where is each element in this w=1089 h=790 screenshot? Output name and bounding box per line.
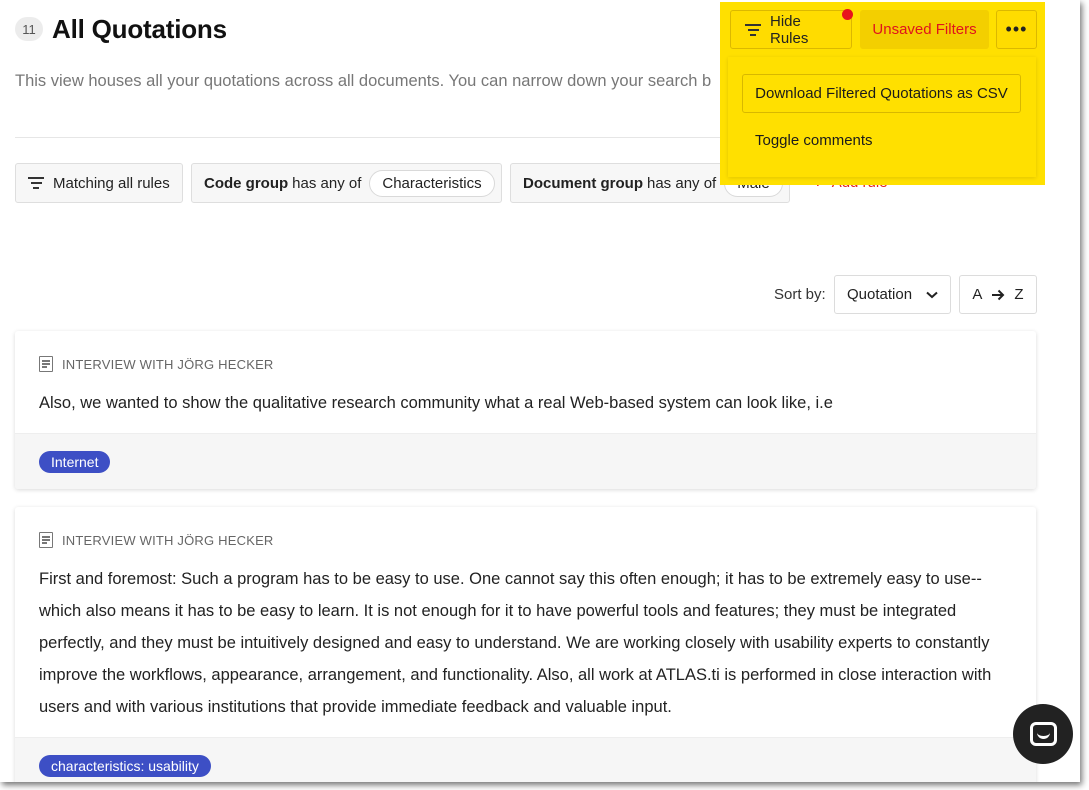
quotation-tags: [15, 433, 1036, 489]
hide-rules-button[interactable]: [730, 10, 852, 49]
matching-rules-label: Matching all rules: [53, 174, 170, 192]
document-icon: [39, 356, 53, 372]
quotation-card[interactable]: [15, 331, 1036, 489]
arrow-right-icon: [991, 289, 1005, 301]
sort-field-select[interactable]: [834, 275, 951, 314]
unsaved-indicator-dot: [842, 9, 853, 20]
quotation-count-badge: 11: [15, 17, 43, 41]
page-description: This view houses all your quotations across all documents. You can narrow down your search b: [15, 72, 712, 90]
rule-code-group[interactable]: [191, 163, 502, 203]
unsaved-filters-button[interactable]: Unsaved Filters: [860, 10, 989, 49]
chat-button[interactable]: [1013, 704, 1073, 764]
quotation-text: Also, we wanted to show the qualitative research community what a real Web-based system can look like, i.e: [39, 394, 833, 412]
quotation-card[interactable]: [15, 507, 1036, 782]
hide-rules-label: Hide Rules: [770, 12, 809, 47]
document-title: INTERVIEW WITH JÖRG HECKER: [62, 532, 274, 548]
sort-field-value: Quotation: [847, 286, 913, 303]
toggle-comments-menu-item[interactable]: Toggle comments: [755, 132, 873, 149]
code-tag[interactable]: characteristics: usability: [39, 755, 211, 777]
sort-dir-to: Z: [1014, 286, 1024, 303]
download-csv-menu-item[interactable]: Download Filtered Quotations as CSV: [742, 74, 1021, 113]
document-title: INTERVIEW WITH JÖRG HECKER: [62, 356, 274, 372]
chat-icon: [1030, 722, 1057, 746]
more-icon[interactable]: •••: [996, 10, 1037, 49]
rule-operator: has any of: [647, 174, 717, 192]
quotation-tags: [15, 737, 1036, 782]
code-tag[interactable]: Internet: [39, 451, 110, 473]
rule-value-pill[interactable]: Characteristics: [369, 170, 494, 197]
sort-direction-button[interactable]: [959, 275, 1037, 314]
quotation-header: [15, 349, 1036, 379]
matching-rules-button[interactable]: [15, 163, 183, 203]
chevron-down-icon: [926, 291, 938, 299]
page-title: All Quotations: [52, 14, 227, 44]
filter-icon: [28, 174, 44, 192]
quotation-text: First and foremost: Such a program has to be easy to use. One cannot say this often enough; it has to be extremely easy to use--which also means it has to be easy to learn. It is not enough for it to have powerful tools and features; they must be integrated perfectly, and they must be intuitively designed and easy to understand. We are working closely with usability experts to constantly improve the workflows, appearance, arrangement, and functionality. Also, all work at ATLAS.ti is performed in close interaction with users and with various institutions that provide immediate feedback and valuable input.: [39, 570, 992, 716]
sort-label: Sort by:: [774, 286, 826, 303]
rule-field: Document group: [523, 174, 643, 192]
divider: [15, 137, 720, 138]
rule-operator: has any of: [292, 174, 362, 192]
rule-field: Code group: [204, 174, 289, 192]
quotation-header: [15, 525, 1036, 555]
document-icon: [39, 532, 53, 548]
filter-icon: [745, 21, 761, 39]
sort-dir-from: A: [972, 286, 983, 303]
